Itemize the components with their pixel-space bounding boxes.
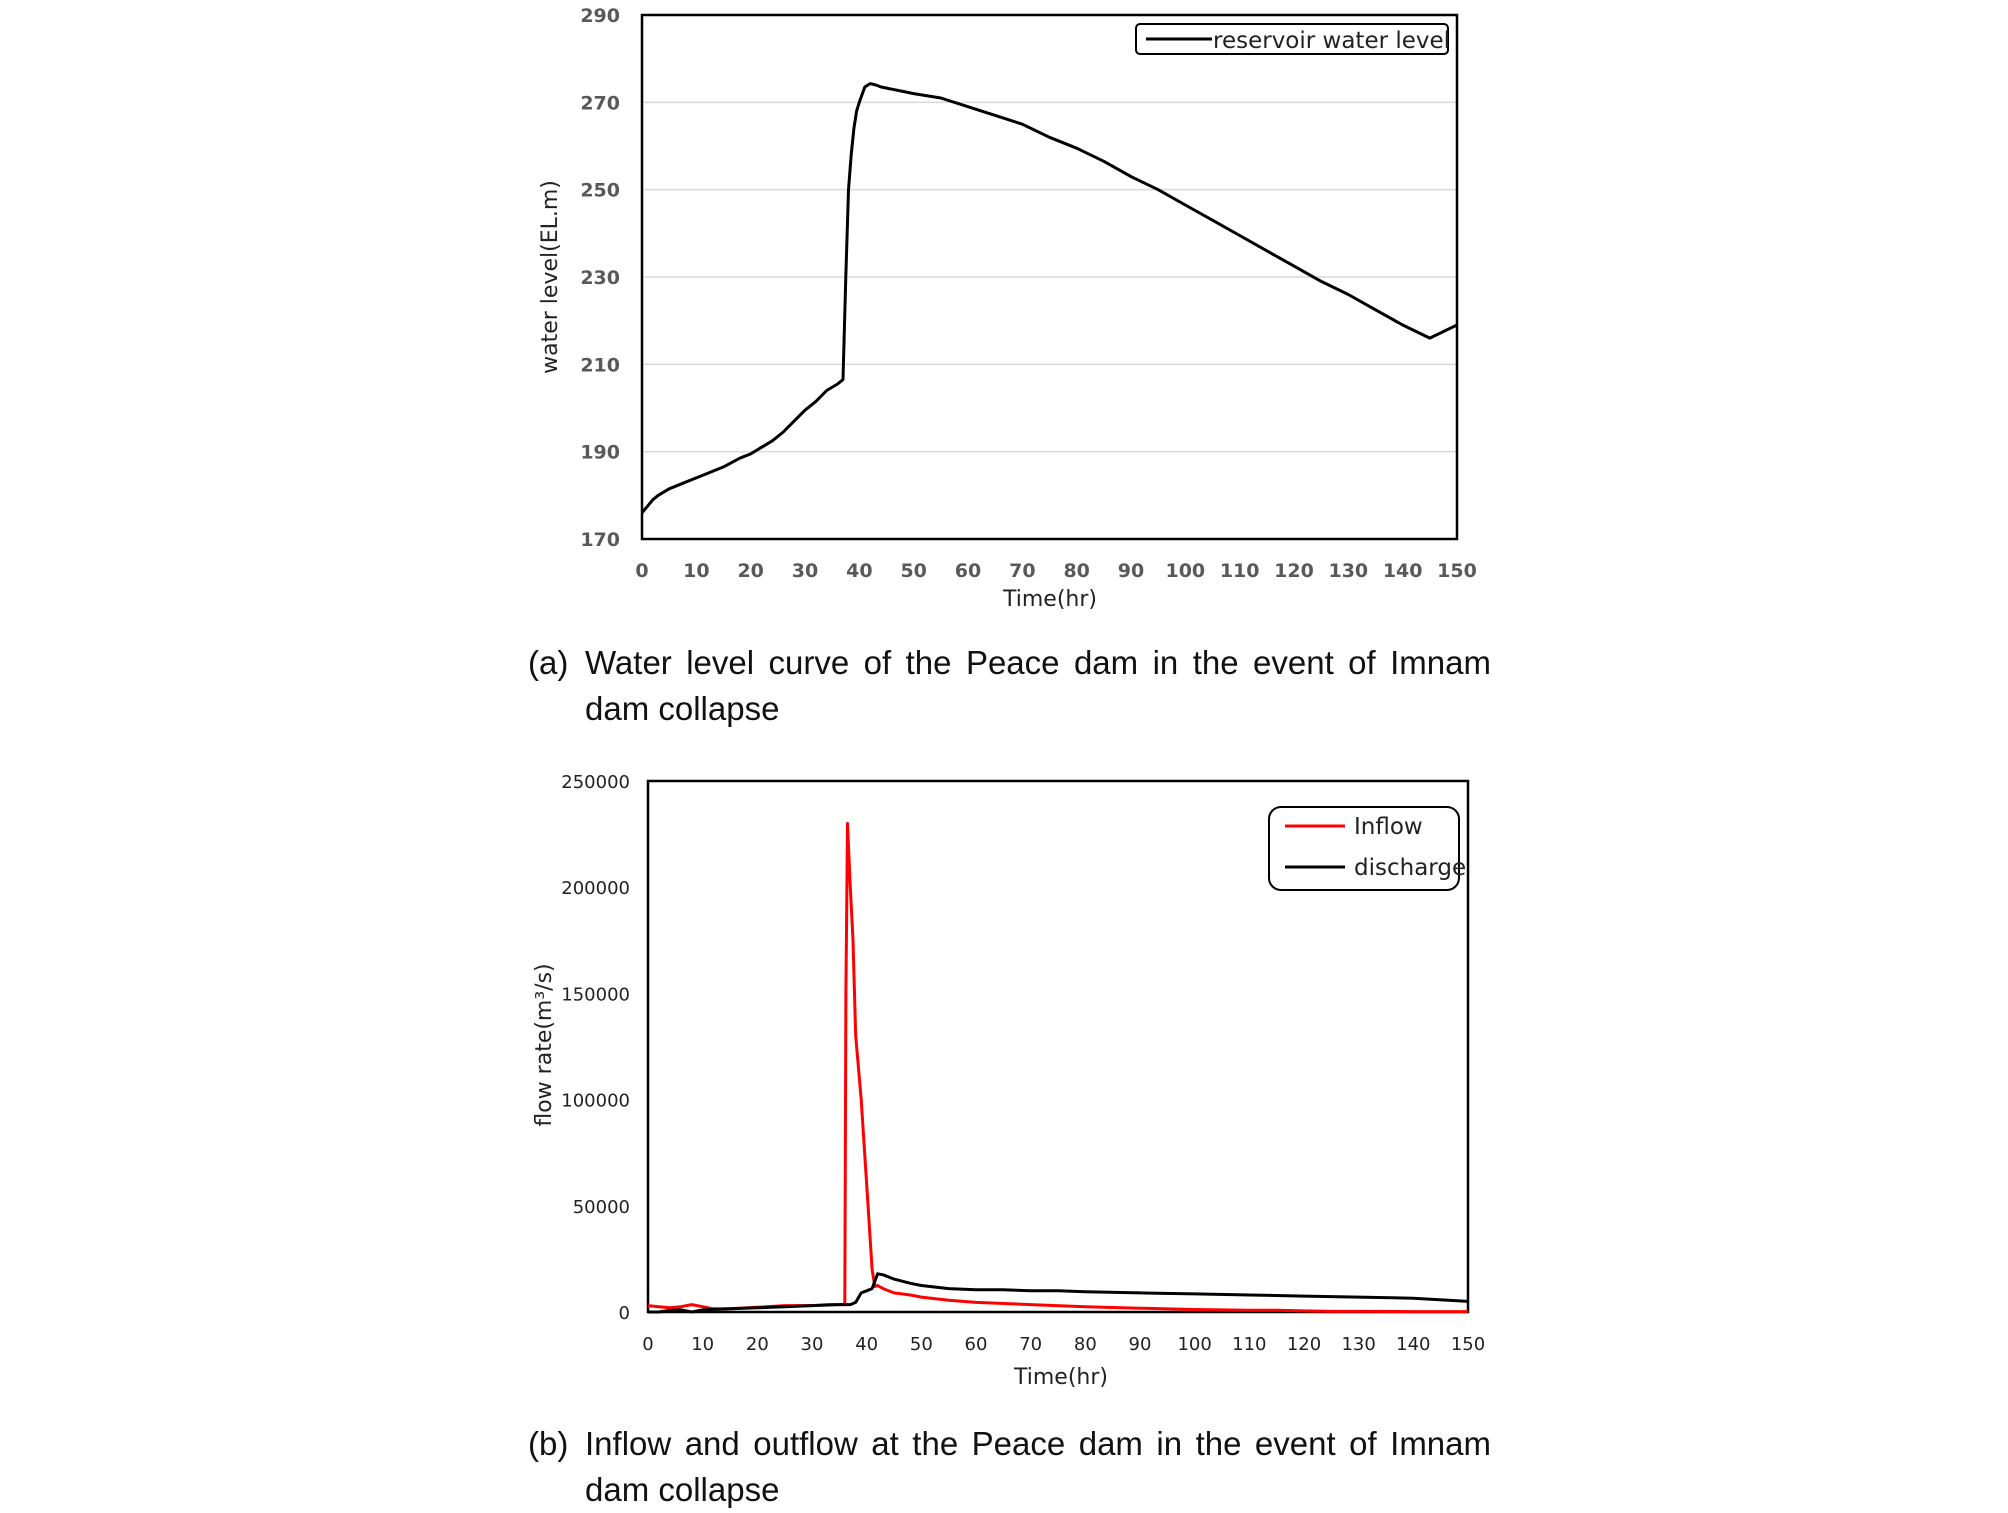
chart-b-x-tick-label: 10: [691, 1334, 715, 1355]
chart-a-legend: [1136, 24, 1450, 54]
chart-b-x-tick-label: 30: [800, 1334, 824, 1355]
chart-b-series-inflow: [648, 824, 1468, 1312]
chart-a-y-tick-label: 230: [580, 267, 620, 289]
caption-a-text: Water level curve of the Peace dam in the event of Imnam dam collapse: [585, 644, 1491, 727]
chart-a-x-tick-label: 50: [900, 560, 927, 582]
chart-a-y-tick-label: 210: [580, 354, 620, 377]
chart-b-y-tick-label: 50000: [572, 1196, 630, 1218]
chart-b-legend: [1269, 807, 1466, 890]
chart-a-x-tick-label: 90: [1117, 560, 1145, 582]
chart-b-legend-label-inflow: Inflow: [1354, 814, 1423, 840]
chart-a-x-tick-label: 70: [1009, 560, 1036, 582]
caption-a-tag: (a): [528, 644, 569, 681]
chart-b-x-tick-label: 20: [745, 1334, 769, 1355]
caption-b-tag: (b): [528, 1425, 569, 1462]
flow-rate-chart: [532, 772, 1485, 1390]
chart-a-y-tick-label: 170: [580, 529, 620, 551]
chart-b-x-tick-label: 130: [1341, 1334, 1376, 1355]
chart-b-x-tick-label: 100: [1177, 1334, 1212, 1355]
chart-a-x-tick-label: 30: [791, 560, 819, 582]
chart-a-y-axis-label: water level(EL.m): [538, 180, 563, 374]
chart-a-y-tick-label: 270: [580, 92, 620, 115]
chart-b-x-tick-label: 80: [1073, 1334, 1097, 1355]
chart-b-x-tick-label: 120: [1286, 1334, 1322, 1355]
chart-a-series: [642, 84, 1457, 513]
chart-b-legend-label-discharge: discharge: [1354, 855, 1467, 881]
caption-b: [528, 1421, 1491, 1513]
chart-b-x-tick-label: 150: [1450, 1334, 1486, 1355]
chart-b-y-tick-label: 250000: [561, 772, 630, 793]
chart-a-x-tick-label: 100: [1165, 560, 1206, 582]
chart-b-x-tick-label: 50: [909, 1334, 933, 1355]
chart-a-gridlines: [642, 102, 1457, 451]
chart-b-x-axis-label: Time(hr): [1014, 1365, 1108, 1390]
chart-a-x-tick-label: 0: [635, 560, 649, 582]
chart-b-x-tick-label: 40: [855, 1334, 879, 1355]
chart-a-x-tick-label: 120: [1274, 560, 1314, 582]
chart-b-y-axis-label: flow rate(m³/s): [532, 963, 557, 1127]
chart-b-series: [648, 824, 1468, 1313]
chart-b-x-tick-label: 140: [1396, 1334, 1431, 1355]
chart-b-x-tick-label: 0: [642, 1334, 654, 1355]
chart-a-x-tick-label: 80: [1063, 560, 1090, 582]
chart-b-x-tick-label: 60: [964, 1334, 988, 1355]
chart-b-x-ticks: [642, 1334, 1485, 1355]
chart-a-x-tick-label: 40: [846, 560, 873, 582]
chart-b-x-tick-label: 70: [1019, 1334, 1043, 1355]
chart-a-x-tick-label: 140: [1382, 560, 1423, 582]
chart-a-x-tick-label: 130: [1328, 560, 1369, 582]
chart-b-y-tick-label: 200000: [561, 878, 630, 900]
chart-a-x-tick-label: 20: [737, 560, 764, 582]
chart-a-x-ticks: [635, 560, 1476, 582]
chart-a-x-tick-label: 150: [1437, 560, 1477, 582]
chart-a-x-tick-label: 60: [954, 560, 982, 582]
chart-b-y-tick-label: 0: [618, 1303, 630, 1324]
chart-b-y-tick-label: 150000: [561, 984, 630, 1006]
chart-b-x-tick-label: 90: [1128, 1334, 1152, 1355]
caption-a: [528, 640, 1491, 732]
chart-a-y-tick-label: 250: [580, 179, 620, 202]
caption-b-text: Inflow and outflow at the Peace dam in the event of Imnam dam collapse: [585, 1425, 1491, 1508]
chart-b-y-tick-label: 100000: [561, 1090, 630, 1112]
chart-a-x-tick-label: 10: [683, 560, 710, 582]
chart-b-x-tick-label: 110: [1232, 1334, 1267, 1355]
chart-a-y-ticks: [580, 5, 620, 551]
chart-a-y-tick-label: 290: [580, 5, 620, 27]
chart-a-x-axis-label: Time(hr): [1003, 587, 1097, 612]
chart-a-series-reservoir-water-level: [642, 84, 1457, 513]
chart-b-y-ticks: [561, 772, 630, 1324]
chart-a-y-tick-label: 190: [580, 441, 620, 464]
chart-a-x-tick-label: 110: [1219, 560, 1260, 582]
chart-a-legend-label-reservoir: reservoir water level: [1213, 28, 1451, 54]
water-level-chart: [538, 5, 1477, 612]
